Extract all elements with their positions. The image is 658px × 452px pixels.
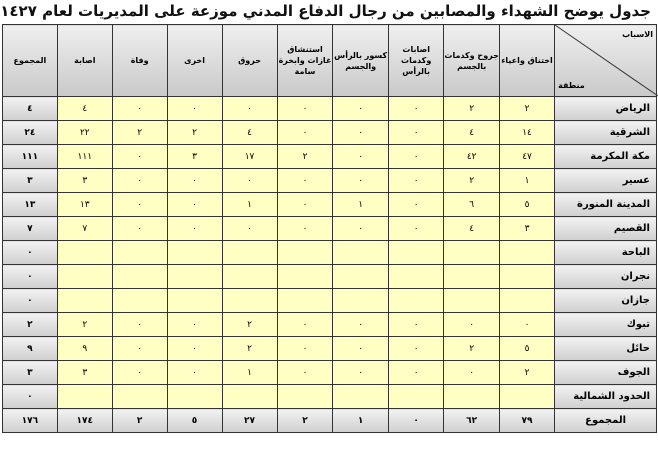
region-name: المدينة المنورة — [555, 193, 657, 217]
table-row — [3, 313, 657, 337]
table-cell: ٢ — [222, 337, 277, 361]
table-cell — [499, 289, 554, 313]
totals-label: المجموع — [555, 409, 657, 433]
table-cell: ٥ — [499, 337, 554, 361]
table-cell: ١٧٤ — [57, 409, 112, 433]
totals-row — [3, 409, 657, 433]
table-cell: ٠ — [333, 121, 389, 145]
table-cell — [222, 385, 277, 409]
table-cell: ٠ — [444, 313, 500, 337]
table-cell — [277, 385, 333, 409]
table-cell: ٠ — [167, 337, 222, 361]
table-cell: ٥ — [167, 409, 222, 433]
table-cell: ٠ — [112, 193, 167, 217]
header-row — [3, 25, 657, 97]
table-cell: ٢٧ — [222, 409, 277, 433]
table-cell: ١١١ — [57, 145, 112, 169]
table-cell: ٠ — [112, 145, 167, 169]
table-row — [3, 217, 657, 241]
row-total-cell: ٢٤ — [3, 121, 58, 145]
table-cell: ٣ — [167, 145, 222, 169]
table-cell: ٠ — [388, 97, 444, 121]
table-cell: ٠ — [167, 193, 222, 217]
table-cell — [112, 265, 167, 289]
table-row — [3, 265, 657, 289]
table-cell: ٠ — [388, 313, 444, 337]
table-cell: ٠ — [112, 97, 167, 121]
table-cell: ٠ — [167, 97, 222, 121]
table-cell: ٠ — [277, 217, 333, 241]
table-cell: ١٣ — [57, 193, 112, 217]
table-row — [3, 361, 657, 385]
table-cell: ٦ — [444, 193, 500, 217]
table-cell: ٢ — [444, 337, 500, 361]
table-row — [3, 385, 657, 409]
table-cell: ٢ — [444, 169, 500, 193]
table-cell: ١٧ — [222, 145, 277, 169]
column-header: جروح وكدمات بالجسم — [444, 25, 500, 97]
table-cell — [222, 265, 277, 289]
table-cell: ٠ — [333, 169, 389, 193]
table-cell: ٠ — [222, 169, 277, 193]
table-row — [3, 169, 657, 193]
table-cell: ٢ — [499, 97, 554, 121]
table-cell — [499, 241, 554, 265]
table-row — [3, 97, 657, 121]
table-cell: ٠ — [333, 361, 389, 385]
table-cell: ١ — [499, 169, 554, 193]
table-cell — [277, 289, 333, 313]
table-cell: ٠ — [444, 361, 500, 385]
table-cell: ٠ — [112, 169, 167, 193]
table-cell: ٠ — [333, 217, 389, 241]
table-cell — [167, 265, 222, 289]
table-cell — [388, 241, 444, 265]
table-cell — [57, 241, 112, 265]
column-header: اصابات وكدمات بالرأس — [388, 25, 444, 97]
table-cell: ٠ — [333, 97, 389, 121]
region-name: عسير — [555, 169, 657, 193]
table-cell: ٠ — [388, 169, 444, 193]
table-cell: ٠ — [277, 313, 333, 337]
region-name: الشرقية — [555, 121, 657, 145]
table-cell: ٠ — [499, 313, 554, 337]
table-cell: ٢ — [112, 121, 167, 145]
page-title: جدول يوضح الشهداء والمصابين من رجال الدفاع المدني موزعة على المديريات لعام ١٤٢٧ — [0, 2, 651, 20]
table-cell: ٠ — [277, 97, 333, 121]
table-cell — [499, 265, 554, 289]
region-name: الحدود الشمالية — [555, 385, 657, 409]
table-cell: ٠ — [277, 169, 333, 193]
table-body — [3, 97, 657, 433]
row-total-cell: ٠ — [3, 385, 58, 409]
row-total-cell: ٠ — [3, 289, 58, 313]
table-cell: ٣ — [57, 361, 112, 385]
table-cell — [167, 385, 222, 409]
table-cell: ٠ — [112, 337, 167, 361]
table-cell: ١ — [333, 193, 389, 217]
table-cell: ٩ — [57, 337, 112, 361]
row-total-cell: ٣ — [3, 361, 58, 385]
column-header: استنشاق غازات وابخرة سامة — [277, 25, 333, 97]
table-cell — [277, 265, 333, 289]
table-cell: ٠ — [277, 121, 333, 145]
table-cell: ٠ — [222, 97, 277, 121]
region-label: منطقة — [558, 81, 585, 90]
table-cell — [167, 289, 222, 313]
table-cell: ٠ — [112, 361, 167, 385]
table-cell: ٢ — [112, 409, 167, 433]
column-header: وفاة — [112, 25, 167, 97]
table-cell: ٠ — [333, 145, 389, 169]
row-total-cell: ١١١ — [3, 145, 58, 169]
table-cell: ٠ — [277, 337, 333, 361]
table-cell: ٢ — [277, 145, 333, 169]
table-cell: ٤٢ — [444, 145, 500, 169]
row-total-cell: ١٣ — [3, 193, 58, 217]
table-cell — [112, 241, 167, 265]
table-row — [3, 193, 657, 217]
table-cell: ٠ — [112, 313, 167, 337]
table-cell: ٢ — [444, 97, 500, 121]
table-cell — [444, 241, 500, 265]
table-cell: ١٤ — [499, 121, 554, 145]
column-header: المجموع — [3, 25, 58, 97]
table-cell: ٠ — [333, 337, 389, 361]
table-cell — [388, 289, 444, 313]
table-cell: ٠ — [388, 193, 444, 217]
table-cell: ٠ — [222, 217, 277, 241]
table-cell: ٠ — [167, 361, 222, 385]
region-name: حائل — [555, 337, 657, 361]
table-cell: ٠ — [388, 337, 444, 361]
region-name: الباحة — [555, 241, 657, 265]
table-cell — [57, 289, 112, 313]
table-cell: ٤٧ — [499, 145, 554, 169]
table-cell: ١ — [333, 409, 389, 433]
table-cell: ٤ — [444, 217, 500, 241]
table-cell — [333, 385, 389, 409]
table-cell — [388, 385, 444, 409]
table-cell: ٦٢ — [444, 409, 500, 433]
table-cell: ٧ — [57, 217, 112, 241]
column-header: حروق — [222, 25, 277, 97]
table-cell: ٠ — [388, 361, 444, 385]
table-cell — [57, 385, 112, 409]
table-cell: ٠ — [167, 313, 222, 337]
table-cell: ٧٩ — [499, 409, 554, 433]
region-name: تبوك — [555, 313, 657, 337]
table-cell: ٣ — [57, 169, 112, 193]
table-cell: ٠ — [388, 217, 444, 241]
table-cell — [333, 241, 389, 265]
row-total-cell: ٢ — [3, 313, 58, 337]
table-cell: ٠ — [167, 217, 222, 241]
table-cell: ٤ — [222, 121, 277, 145]
table-cell: ٥ — [499, 193, 554, 217]
row-total-cell: ٩ — [3, 337, 58, 361]
table-cell — [277, 241, 333, 265]
table-cell — [444, 385, 500, 409]
table-cell — [167, 241, 222, 265]
casualties-table — [2, 24, 657, 433]
table-cell: ٢٢ — [57, 121, 112, 145]
table-cell: ٠ — [112, 217, 167, 241]
table-cell: ٢ — [499, 361, 554, 385]
table-cell: ٠ — [388, 409, 444, 433]
corner-header — [555, 25, 657, 97]
table-cell: ٣ — [499, 217, 554, 241]
table-cell — [57, 265, 112, 289]
table-cell: ٤ — [444, 121, 500, 145]
causes-label: الاسباب — [622, 30, 653, 39]
table-cell — [499, 385, 554, 409]
table-cell: ١ — [222, 361, 277, 385]
table-cell: ٢ — [222, 313, 277, 337]
table-row — [3, 337, 657, 361]
column-header: كسور بالرأس والجسم — [333, 25, 389, 97]
table-cell — [444, 289, 500, 313]
table-cell — [333, 265, 389, 289]
row-total-cell: ٠ — [3, 265, 58, 289]
table-cell: ٢ — [277, 409, 333, 433]
table-row — [3, 241, 657, 265]
table-cell — [444, 265, 500, 289]
table-cell: ٢ — [167, 121, 222, 145]
region-name: القصيم — [555, 217, 657, 241]
table-cell — [222, 241, 277, 265]
table-cell — [112, 289, 167, 313]
table-cell: ٤ — [57, 97, 112, 121]
table-cell: ٠ — [333, 313, 389, 337]
table-cell — [388, 265, 444, 289]
table-cell — [333, 289, 389, 313]
column-header: اخرى — [167, 25, 222, 97]
table-cell: ٠ — [388, 121, 444, 145]
table-cell — [112, 385, 167, 409]
region-name: الجوف — [555, 361, 657, 385]
table-row — [3, 121, 657, 145]
row-total-cell: ٧ — [3, 217, 58, 241]
table-cell: ١ — [222, 193, 277, 217]
column-header: اصابة — [57, 25, 112, 97]
column-header: اختناق واعياء — [499, 25, 554, 97]
table-cell: ٠ — [167, 169, 222, 193]
table-cell: ٠ — [388, 145, 444, 169]
row-total-cell: ٠ — [3, 241, 58, 265]
table-cell — [222, 289, 277, 313]
table-cell: ٢ — [57, 313, 112, 337]
row-total-cell: ١٧٦ — [3, 409, 58, 433]
table-row — [3, 289, 657, 313]
region-name: مكة المكرمة — [555, 145, 657, 169]
region-name: الرياض — [555, 97, 657, 121]
row-total-cell: ٤ — [3, 97, 58, 121]
region-name: جازان — [555, 289, 657, 313]
row-total-cell: ٣ — [3, 169, 58, 193]
region-name: نجران — [555, 265, 657, 289]
table-cell: ٠ — [277, 361, 333, 385]
table-cell: ٠ — [277, 193, 333, 217]
table-row — [3, 145, 657, 169]
